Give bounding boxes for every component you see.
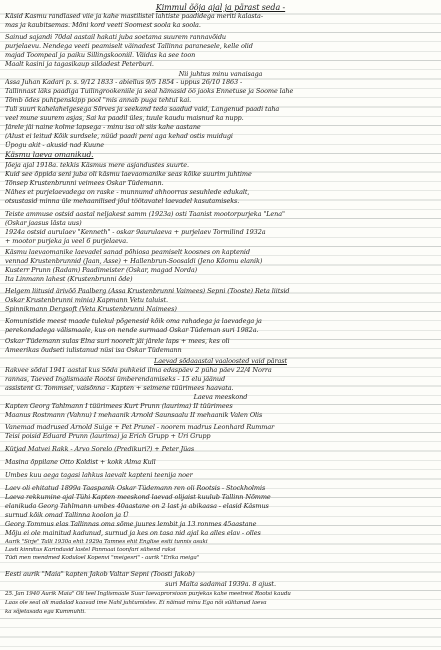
text-line: Käsmu laevaomanike laevadel sanad põhiosa peamiselt koosnes on kaptenid	[5, 248, 250, 256]
text-line: Tallinnast läks paadiga Tuilingrookeniile ja seal hämasid öö jaoks Ennetuse ja Soome lahe	[5, 87, 294, 95]
text-line: mas ja kaubitsemas. Mõni kord veeti Soomest soola ka soola.	[5, 21, 201, 29]
text-line: Spinnikmann Dergsoft (Veta Krustenbrunni Naimees)	[5, 305, 177, 313]
text-line: surnud kõik omad Tallinna koolon ja Ü	[5, 511, 129, 519]
text-line: Laev oli ehitatud 1899a Taaspanik Oskar Tüdemann ren oli Rootsis - Stockholmis	[5, 484, 266, 492]
text-line: suri Malta sadamal 1939a. 8 ajust.	[165, 580, 276, 588]
text-line: Eesti aurik "Maia" kapten Jakob Valtar Sepni (Toosti Jakob)	[5, 570, 195, 578]
text-line: Tõmb õdes puhtpenskipp pool "mis annab puga tehtul kai.	[5, 96, 192, 104]
text-line: Maalt kasini ja tagasikaup sildadest Peterburi.	[5, 60, 154, 68]
text-line: Järele jäi naine kolme lapsega - minu isa oli siis kahe aastane	[5, 123, 201, 131]
text-line: Nii juhtus minu vanaisaga	[178, 70, 263, 78]
text-line: Georg Tommus elas Tallinnas oma sõme juures lembit ja 13 ronmes 45aastane	[5, 520, 257, 528]
text-line: Käsid Kasmu randlased viie ja kahe mastilistel lahtiste paadidega meriti kalasta-	[5, 12, 263, 20]
text-line: Teisi poisid Eduard Prunn (laurima) ja Erich Grupp + Uri Grupp	[5, 432, 211, 440]
text-line: majad Toompeal ja paiku Sillingskooniil. Väidas ka see toon	[5, 51, 196, 59]
text-line: Sainud sajandi 70dal aastail hakati juba soetama suurem rannavõidu	[5, 33, 227, 41]
text-line: Oskar Tüdemann sulas Elna suri noorelt jäi järele laps + mees, kes oli	[5, 337, 230, 345]
text-line: Helgem liitusid ärivõõ Paalberg (Assa Krustenbrunni Vaimees) Sepni (Tooste) Reta liitsid	[5, 287, 290, 295]
text-line: Laeva rekkumine ajal Tühi Kapten meeskond laevad olijaist kuulub Tallinn Nõmme	[5, 493, 271, 501]
text-line: Umbes kuu aega tagasi lahkus laevalt kapteni teenija noer	[5, 471, 193, 479]
text-line: 25. Jan 1940 Aurik Maia" Oli teel Inglismaale Suur laevaprorsioon purjekas kahe meetrest Rootsi kaudu	[5, 591, 291, 597]
text-line: Tüdi men mendmed Koduloel Kopenvi "meigesri" - aurik "Erika meiga"	[5, 555, 200, 561]
text-line: otsustasid minna üle mehaanilised jõul töötavatel laevadel kasutamiseks.	[5, 197, 240, 205]
text-line: Maanus Rostmann (Vahnu) I mehaanik Arnold Saunsaalu II mehaanik Valen Olis	[5, 411, 263, 419]
text-line: Oskar Krustenbrunni minia) Kapmann Vetu taluist.	[5, 296, 168, 304]
text-line: Assa Juhan Kadari p. s. 9/12 1833 - abiellus 9/5 1854 - uppus 26/10 1863 -	[5, 78, 243, 86]
text-line: Masina õppilane Otto Koldist + kokk Alma Kull	[5, 458, 156, 466]
text-line: (Alust ei leitud Kõik surdsele, nüüd paadi peni aga kehad ostis muidugi	[5, 132, 233, 140]
text-line: Laas ole seal oli madalad kaavad ime Nahl juhtumistes. Ei näinud minu Ega nõi sülitanud laeva	[5, 600, 267, 606]
text-line: Komunistide meest maade tulekul põgenesid kõik oma rahadega ja laevadega ja	[5, 317, 262, 325]
text-line: Laevad sõdaaastal vaaloosted vaid pärast	[154, 357, 287, 365]
text-line: vennad Krustenbrunnid (Jaan, Asse) + Hallenbrun-Soosaldi (Jeno Kõomu elanik)	[5, 257, 263, 265]
text-line: Kusterr Prunn (Radam) Paadimeister (Oskar, magad Norda)	[5, 266, 198, 274]
text-line: veel mune suurem asjas, Sai ka paadil üles, tuule kaudu maisnud ka nupp.	[5, 114, 244, 122]
text-line: Tuli suuri kahelahelgesega Sõrves ja seekand teda saadud vaid, Langenud paadi taha	[5, 105, 280, 113]
text-line: ka sõjetasada ega Kummuhti.	[5, 609, 86, 615]
text-line: Kimmul õõja ajal ja pärast seda -	[155, 3, 286, 12]
text-line: rannas, Taeved Inglismaale Rootsi ümberendamiseks - 15 elu jäänud	[5, 375, 226, 383]
text-line: Lasti kinnitus Karindasid lastel Panmaai toonfari sühend raksi	[5, 547, 176, 553]
text-line: Üpogu akit - akusid nad Kuune	[5, 141, 104, 149]
text-line: assistent G. Tommsel, vaisõnna - Kapten + seimene tüürimees haavata.	[5, 384, 234, 392]
text-line: Kütjad Matvei Rakk - Arvo Sorelo (Predikuri?) + Peter Jüas	[5, 445, 195, 453]
text-line: Nähes et purjelaevadega on raske - munnumd ahhoorras sesuhlede edukalt,	[5, 188, 250, 196]
text-line: Kuid see õppida seni juba oli käsmu laevaomanike seas kõike suurim juhtime	[5, 170, 252, 178]
text-line: Tõnsep Krustenbrunni veimees Oskar Tüdemann.	[5, 179, 164, 187]
text-line: Laeva meeskond	[193, 393, 248, 401]
text-line: Teiste ammuse ostsid aastal neljakest samm (1923a) osti Taanist mootorpurjeka "Lena"	[5, 210, 285, 218]
text-line: elanikuda Georg Tahlmann umbes 40aastane on 2 last ja abikaasa - elasid Käsmus	[5, 502, 269, 510]
text-line: + mootor purjeka ja veel 6 purjelaeva.	[5, 237, 128, 245]
text-line: Ameerikas õudseti iulistanud nüsi isa Oskar Tüdemann	[5, 346, 182, 354]
text-line: 1924a ostsid aurulaev "Kenneth" - oskar 9aurulaeva + purjelaev Tormilind 1932a	[5, 228, 266, 236]
text-line: perekondadega välismaale, kus on nende surmaad Oskar Tüdeman suri 1982a.	[5, 326, 259, 334]
text-line: (Oskar jaasus lästa uus)	[5, 219, 82, 227]
text-line: Aurik "Sirje" Talli 1930a ehit 1929a Tamnes ehit Englise esiti tunnis asuki	[5, 539, 208, 545]
text-line: Vanemad madrused Arnold Suige + Pet Prunel - noorem madrus Leonhard Rummar	[5, 423, 275, 431]
text-line: Rakvee sõdal 1941 aastal kus Sõda puhkeid ilma edaspäev 2 püha päev 22/4 Norra	[5, 366, 272, 374]
text-line: Jõeja ajal 1918a. tekkis Käsmus mere asjandustes suurte.	[5, 161, 190, 169]
text-line: Ita Linmann lahest (Krustenbrunni õde)	[5, 275, 133, 283]
text-line: purjelaevu. Nendega veeti peamiselt väinadest Tallinna paranesele, kelle olid	[5, 42, 253, 50]
text-line: Käsmu laeva omanikud.	[5, 150, 94, 159]
text-line: Mõju ei ole mainitud kadunud, surnud ja kes on tasa nid ajal ka alles elav - olles	[5, 529, 261, 537]
text-line: Kapten Georg Tahlmann I tüürimees Kurt Prunn (laurima) II tüürimees	[5, 402, 233, 410]
